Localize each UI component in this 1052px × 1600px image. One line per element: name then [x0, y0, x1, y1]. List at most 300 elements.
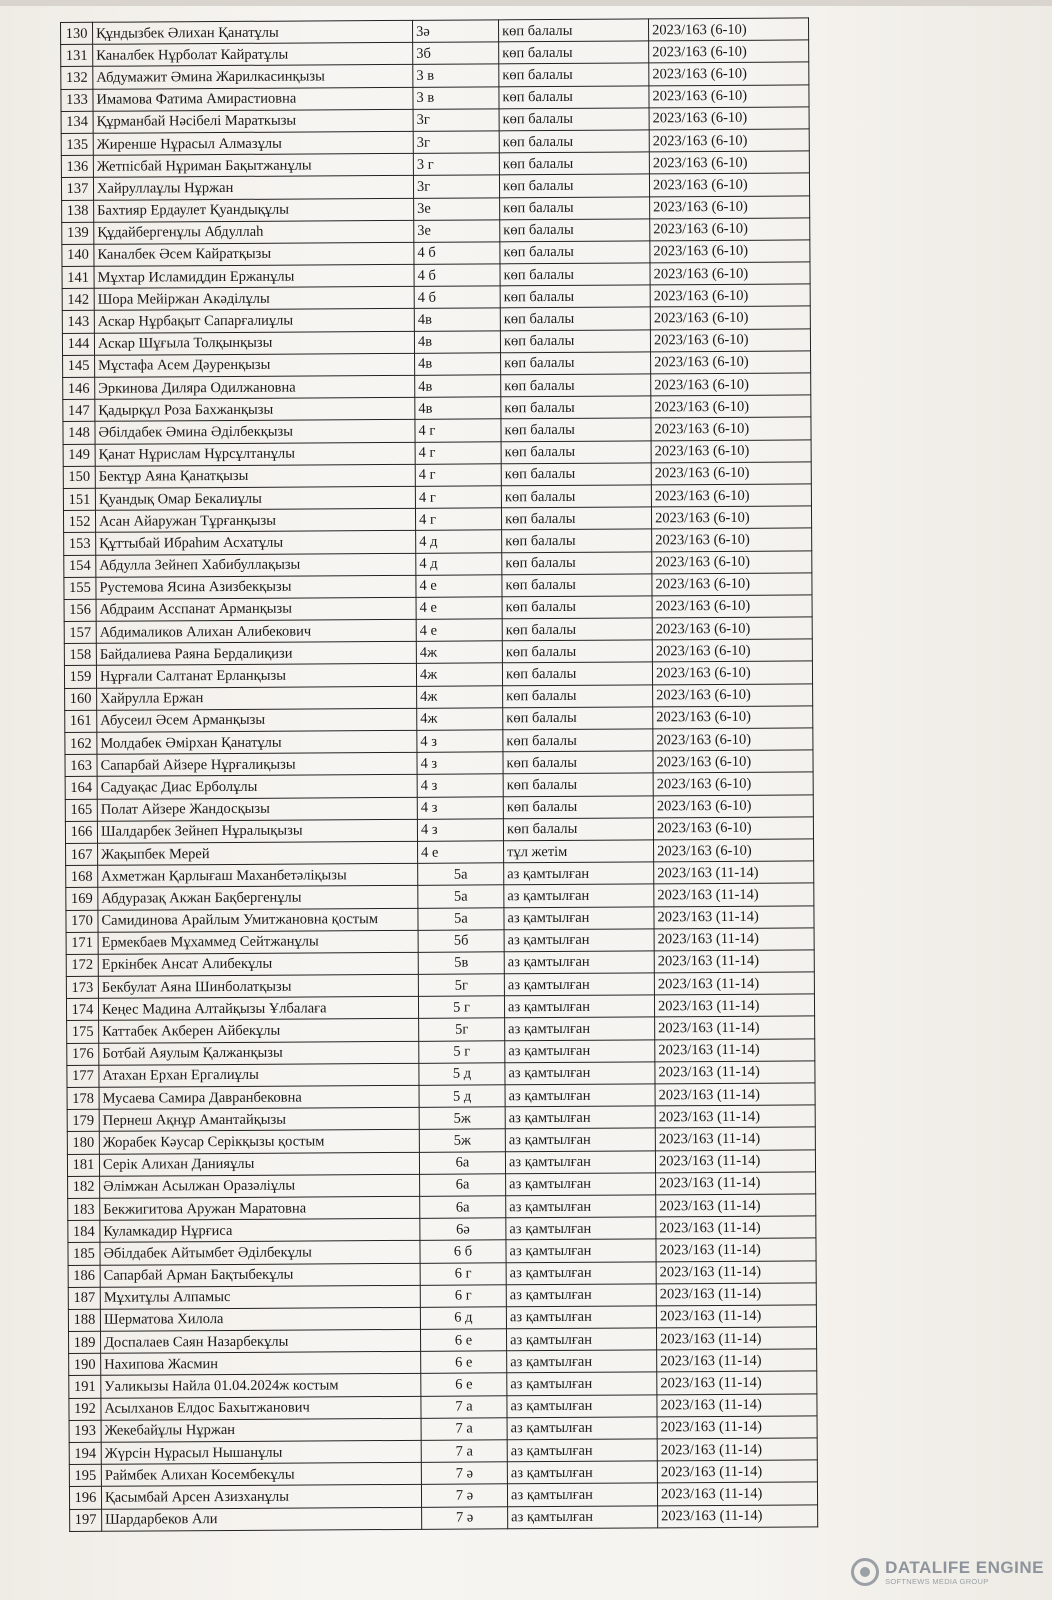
row-number: 160 — [65, 688, 97, 710]
row-number: 135 — [61, 133, 93, 155]
category-cell: аз қамтылған — [507, 1372, 657, 1395]
order-cell: 2023/163 (6-10) — [650, 284, 810, 307]
order-cell: 2023/163 (6-10) — [652, 550, 812, 573]
order-cell: 2023/163 (6-10) — [653, 794, 813, 817]
order-cell: 2023/163 (6-10) — [653, 817, 813, 840]
category-cell: көп балалы — [500, 307, 650, 330]
category-cell: көп балалы — [499, 63, 649, 86]
class-cell: 4 з — [417, 819, 503, 842]
student-name: Құттыбай Ибраһим Асхатұлы — [96, 531, 416, 555]
category-cell: көп балалы — [501, 463, 651, 486]
student-name: Нұрғали Салтанат Ерланқызы — [96, 664, 416, 688]
student-name: Серік Алихан Данияұлы — [99, 1152, 419, 1176]
class-cell: 4 з — [417, 730, 503, 753]
student-name: Байдалиева Раяна Бердалиқизи — [96, 642, 416, 666]
order-cell: 2023/163 (6-10) — [649, 129, 809, 152]
student-name: Раймбек Алихан Косембекұлы — [101, 1463, 421, 1487]
class-cell: 6 е — [420, 1329, 506, 1352]
class-cell: 5в — [418, 952, 504, 975]
category-cell: көп балалы — [500, 330, 650, 353]
order-cell: 2023/163 (6-10) — [653, 728, 813, 751]
class-cell: 4ж — [416, 663, 502, 686]
class-cell: 6 б — [420, 1240, 506, 1263]
order-cell: 2023/163 (6-10) — [650, 240, 810, 263]
order-cell: 2023/163 (6-10) — [650, 195, 810, 218]
class-cell: 4в — [414, 330, 500, 353]
row-number: 186 — [68, 1265, 100, 1287]
student-name: Мұстафа Асем Дәуренқызы — [95, 353, 415, 377]
student-name: Мұхитұлы Алпамыс — [100, 1285, 420, 1309]
class-cell: 4 г — [415, 441, 501, 464]
row-number: 146 — [63, 377, 95, 399]
class-cell: 5а — [418, 863, 504, 886]
student-name: Абдраим Асспанат Арманқызы — [96, 597, 416, 621]
row-number: 168 — [66, 865, 98, 887]
row-number: 149 — [63, 444, 95, 466]
row-number: 157 — [64, 621, 96, 643]
class-cell: 4в — [415, 353, 501, 376]
category-cell: көп балалы — [500, 241, 650, 264]
category-cell: көп балалы — [499, 85, 649, 108]
order-cell: 2023/163 (11-14) — [656, 1260, 816, 1283]
student-name: Аскар Шұғыла Толқынқызы — [94, 331, 414, 355]
class-cell: 4 б — [414, 242, 500, 265]
order-cell: 2023/163 (6-10) — [649, 62, 809, 85]
student-roster-table — [60, 17, 818, 1531]
category-cell: аз қамтылған — [507, 1461, 657, 1484]
student-name: Бахтияр Ердаулет Қуандықұлы — [94, 198, 414, 222]
class-cell: 6 е — [421, 1351, 507, 1374]
row-number: 165 — [65, 799, 97, 821]
order-cell: 2023/163 (11-14) — [657, 1394, 817, 1417]
class-cell: 5 д — [419, 1085, 505, 1108]
row-number: 153 — [64, 533, 96, 555]
order-cell: 2023/163 (11-14) — [654, 950, 814, 973]
category-cell: көп балалы — [501, 507, 651, 530]
order-cell: 2023/163 (11-14) — [657, 1482, 817, 1505]
student-name: Бекжигитова Аружан Маратовна — [100, 1196, 420, 1220]
order-cell: 2023/163 (11-14) — [657, 1349, 817, 1372]
order-cell: 2023/163 (6-10) — [650, 218, 810, 241]
class-cell: 4 з — [417, 774, 503, 797]
category-cell: аз қамтылған — [504, 929, 654, 952]
order-cell: 2023/163 (11-14) — [656, 1327, 816, 1350]
class-cell: 4 е — [416, 574, 502, 597]
order-cell: 2023/163 (6-10) — [652, 639, 812, 662]
category-cell: аз қамтылған — [506, 1217, 656, 1240]
category-cell: аз қамтылған — [506, 1328, 656, 1351]
order-cell: 2023/163 (11-14) — [654, 994, 814, 1017]
row-number: 182 — [68, 1176, 100, 1198]
order-cell: 2023/163 (11-14) — [655, 1127, 815, 1150]
class-cell: 3 г — [413, 153, 499, 176]
row-number: 196 — [69, 1487, 101, 1509]
student-name: Атахан Ерхан Ергалиұлы — [99, 1063, 419, 1087]
row-number: 179 — [67, 1109, 99, 1131]
category-cell: көп балалы — [500, 219, 650, 242]
row-number: 178 — [67, 1087, 99, 1109]
category-cell: көп балалы — [501, 418, 651, 441]
student-name: Кеңес Мадина Алтайқызы Ұлбалаға — [98, 997, 418, 1021]
watermark-text — [885, 1559, 1044, 1586]
order-cell: 2023/163 (11-14) — [654, 928, 814, 951]
order-cell: 2023/163 (6-10) — [649, 173, 809, 196]
order-cell: 2023/163 (6-10) — [651, 484, 811, 507]
class-cell: 4 д — [416, 530, 502, 553]
order-cell: 2023/163 (6-10) — [649, 151, 809, 174]
order-cell: 2023/163 (6-10) — [651, 351, 811, 374]
class-cell: 7 а — [421, 1395, 507, 1418]
class-cell: 4 б — [414, 286, 500, 309]
category-cell: аз қамтылған — [504, 884, 654, 907]
category-cell: көп балалы — [499, 108, 649, 131]
category-cell: көп балалы — [501, 352, 651, 375]
row-number: 174 — [66, 999, 98, 1021]
student-name: Жорабек Кәусар Серікқызы қостым — [99, 1130, 419, 1154]
row-number: 161 — [65, 710, 97, 732]
student-name: Каттабек Акберен Айбекұлы — [99, 1019, 419, 1043]
order-cell: 2023/163 (11-14) — [656, 1194, 816, 1217]
row-number: 194 — [69, 1442, 101, 1464]
class-cell: 7 ә — [421, 1462, 507, 1485]
order-cell: 2023/163 (6-10) — [652, 617, 812, 640]
row-number: 150 — [63, 466, 95, 488]
student-name: Сапарбай Айзере Нұрғалиқызы — [97, 753, 417, 777]
order-cell: 2023/163 (6-10) — [651, 373, 811, 396]
class-cell: 7 ә — [421, 1484, 507, 1507]
student-name: Әбілдабек Әмина Әділбекқызы — [95, 420, 415, 444]
row-number: 144 — [62, 333, 94, 355]
order-cell: 2023/163 (6-10) — [649, 84, 809, 107]
category-cell: аз қамтылған — [504, 995, 654, 1018]
order-cell: 2023/163 (11-14) — [656, 1216, 816, 1239]
category-cell: аз қамтылған — [505, 1106, 655, 1129]
student-name: Полат Айзере Жандосқызы — [97, 797, 417, 821]
student-name: Жетпісбай Нұриман Бақытжанұлы — [93, 153, 413, 177]
datalife-logo-icon — [851, 1558, 879, 1586]
category-cell: көп балалы — [502, 574, 652, 597]
watermark-main: DATALIFE ENGINE — [885, 1557, 1044, 1577]
class-cell: 6ә — [420, 1218, 506, 1241]
row-number: 176 — [67, 1043, 99, 1065]
category-cell: аз қамтылған — [507, 1417, 657, 1440]
class-cell: 3г — [413, 109, 499, 132]
student-name: Әбілдабек Айтымбет Әділбекұлы — [100, 1241, 420, 1265]
category-cell: көп балалы — [499, 174, 649, 197]
student-name: Хайруллаұлы Нұржан — [93, 176, 413, 200]
row-number: 173 — [66, 976, 98, 998]
class-cell: 4ж — [417, 708, 503, 731]
order-cell: 2023/163 (11-14) — [658, 1504, 818, 1527]
category-cell: аз қамтылған — [505, 1040, 655, 1063]
row-number: 192 — [69, 1398, 101, 1420]
order-cell: 2023/163 (6-10) — [651, 439, 811, 462]
order-cell: 2023/163 (6-10) — [650, 329, 810, 352]
table-row — [70, 1504, 818, 1531]
student-name: Жиренше Нұрасыл Алмазұлы — [93, 131, 413, 155]
category-cell: аз қамтылған — [508, 1505, 658, 1528]
student-name: Жүрсін Нұрасыл Нышанұлы — [101, 1440, 421, 1464]
student-name: Қасымбай Арсен Азизханұлы — [101, 1485, 421, 1509]
student-name: Құдайбергенұлы Абдуллаһ — [94, 220, 414, 244]
class-cell: 7 а — [421, 1440, 507, 1463]
watermark — [851, 1558, 1044, 1586]
row-number: 187 — [68, 1287, 100, 1309]
class-cell: 5г — [419, 1018, 505, 1041]
row-number: 147 — [63, 399, 95, 421]
page-top-edge — [0, 0, 1052, 6]
student-name: Құрманбай Нәсібелі Мараткызы — [93, 109, 413, 133]
student-name: Пернеш Ақнұр Амантайқызы — [99, 1108, 419, 1132]
row-number: 145 — [63, 355, 95, 377]
order-cell: 2023/163 (11-14) — [656, 1172, 816, 1195]
class-cell: 5г — [418, 974, 504, 997]
order-cell: 2023/163 (11-14) — [654, 972, 814, 995]
student-name: Нахипова Жасмин — [101, 1352, 421, 1376]
order-cell: 2023/163 (11-14) — [654, 883, 814, 906]
class-cell: 6 д — [420, 1307, 506, 1330]
class-cell: 3 в — [413, 64, 499, 87]
row-number: 191 — [69, 1376, 101, 1398]
row-number: 158 — [64, 644, 96, 666]
class-cell: 3е — [414, 197, 500, 220]
row-number: 138 — [62, 200, 94, 222]
student-name: Молдабек Әмірхан Қанатұлы — [97, 730, 417, 754]
category-cell: көп балалы — [503, 707, 653, 730]
row-number: 142 — [62, 289, 94, 311]
order-cell: 2023/163 (6-10) — [650, 306, 810, 329]
row-number: 185 — [68, 1243, 100, 1265]
row-number: 195 — [69, 1464, 101, 1486]
student-name: Шардарбеков Али — [102, 1507, 422, 1531]
category-cell: аз қамтылған — [505, 1128, 655, 1151]
row-number: 172 — [66, 954, 98, 976]
category-cell: көп балалы — [501, 440, 651, 463]
row-number: 190 — [69, 1354, 101, 1376]
row-number: 184 — [68, 1220, 100, 1242]
student-name: Абусеил Әсем Арманқызы — [97, 708, 417, 732]
student-name: Каналбек Нұрболат Кайратұлы — [93, 43, 413, 67]
row-number: 139 — [62, 222, 94, 244]
order-cell: 2023/163 (6-10) — [652, 661, 812, 684]
category-cell: аз қамтылған — [507, 1350, 657, 1373]
student-name: Қадырқұл Роза Бахжанқызы — [95, 398, 415, 422]
order-cell: 2023/163 (6-10) — [652, 595, 812, 618]
order-cell: 2023/163 (6-10) — [650, 262, 810, 285]
order-cell: 2023/163 (11-14) — [657, 1416, 817, 1439]
student-name: Садуақас Диас Ерболұлы — [97, 775, 417, 799]
order-cell: 2023/163 (6-10) — [651, 417, 811, 440]
student-name: Эркинова Диляра Одилжановна — [95, 375, 415, 399]
class-cell: 4 е — [418, 841, 504, 864]
student-name: Мусаева Самира Давранбековна — [99, 1085, 419, 1109]
category-cell: көп балалы — [500, 263, 650, 286]
order-cell: 2023/163 (6-10) — [654, 839, 814, 862]
row-number: 133 — [61, 89, 93, 111]
row-number: 167 — [66, 843, 98, 865]
class-cell: 5б — [418, 929, 504, 952]
row-number: 162 — [65, 732, 97, 754]
student-name: Қанат Нұрислам Нұрсұлтанұлы — [95, 442, 415, 466]
row-number: 131 — [61, 44, 93, 66]
class-cell: 5 д — [419, 1063, 505, 1086]
category-cell: көп балалы — [502, 596, 652, 619]
category-cell: аз қамтылған — [504, 906, 654, 929]
row-number: 183 — [68, 1198, 100, 1220]
category-cell: көп балалы — [499, 41, 649, 64]
order-cell: 2023/163 (11-14) — [657, 1438, 817, 1461]
order-cell: 2023/163 (6-10) — [653, 750, 813, 773]
class-cell: 5а — [418, 885, 504, 908]
class-cell: 4 г — [415, 464, 501, 487]
category-cell: көп балалы — [498, 19, 648, 42]
row-number: 197 — [70, 1509, 102, 1531]
category-cell: көп балалы — [502, 640, 652, 663]
category-cell: көп балалы — [500, 196, 650, 219]
category-cell: көп балалы — [503, 751, 653, 774]
order-cell: 2023/163 (6-10) — [648, 18, 808, 41]
order-cell: 2023/163 (11-14) — [655, 1149, 815, 1172]
category-cell: аз қамтылған — [506, 1261, 656, 1284]
class-cell: 4 е — [416, 619, 502, 642]
class-cell: 4 з — [417, 796, 503, 819]
category-cell: көп балалы — [503, 795, 653, 818]
order-cell: 2023/163 (6-10) — [649, 107, 809, 130]
student-name: Сапарбай Арман Бақтыбекұлы — [100, 1263, 420, 1287]
row-number: 175 — [67, 1021, 99, 1043]
student-name: Аскар Нұрбақыт Сапарғалиұлы — [94, 309, 414, 333]
category-cell: аз қамтылған — [505, 1084, 655, 1107]
category-cell: аз қамтылған — [507, 1395, 657, 1418]
roster-body — [61, 18, 818, 1531]
row-number: 189 — [68, 1331, 100, 1353]
row-number: 148 — [63, 422, 95, 444]
class-cell: 4 г — [415, 419, 501, 442]
row-number: 180 — [67, 1132, 99, 1154]
row-number: 171 — [66, 932, 98, 954]
row-number: 143 — [62, 311, 94, 333]
category-cell: аз қамтылған — [504, 951, 654, 974]
student-name: Рустемова Ясина Азизбекқызы — [96, 575, 416, 599]
class-cell: 4 з — [417, 752, 503, 775]
category-cell: көп балалы — [499, 130, 649, 153]
category-cell: көп балалы — [502, 662, 652, 685]
student-name: Әлімжан Асылжан Оразәліұлы — [100, 1174, 420, 1198]
category-cell: аз қамтылған — [507, 1483, 657, 1506]
student-name: Еркінбек Ансат Алибекұлы — [98, 952, 418, 976]
order-cell: 2023/163 (11-14) — [655, 1083, 815, 1106]
class-cell: 4 д — [416, 552, 502, 575]
category-cell: көп балалы — [502, 529, 652, 552]
row-number: 155 — [64, 577, 96, 599]
student-name: Абдулла Зейнеп Хабибуллақызы — [96, 553, 416, 577]
row-number: 130 — [61, 22, 93, 44]
order-cell: 2023/163 (6-10) — [653, 772, 813, 795]
class-cell: 6 г — [420, 1284, 506, 1307]
row-number: 132 — [61, 67, 93, 89]
row-number: 152 — [63, 510, 95, 532]
class-cell: 4 б — [414, 264, 500, 287]
watermark-sub: SOFTNEWS MEDIA GROUP — [885, 1576, 989, 1586]
student-name: Ермекбаев Мұхаммед Сейтжанұлы — [98, 930, 418, 954]
class-cell: 3г — [413, 175, 499, 198]
class-cell: 3г — [413, 131, 499, 154]
class-cell: 5 г — [418, 996, 504, 1019]
order-cell: 2023/163 (6-10) — [652, 528, 812, 551]
category-cell: тұл жетім — [504, 840, 654, 863]
order-cell: 2023/163 (6-10) — [653, 684, 813, 707]
row-number: 193 — [69, 1420, 101, 1442]
class-cell: 5 г — [419, 1040, 505, 1063]
row-number: 134 — [61, 111, 93, 133]
category-cell: аз қамтылған — [506, 1195, 656, 1218]
class-cell: 5а — [418, 907, 504, 930]
order-cell: 2023/163 (11-14) — [655, 1105, 815, 1128]
order-cell: 2023/163 (11-14) — [654, 861, 814, 884]
category-cell: көп балалы — [503, 773, 653, 796]
class-cell: 6 е — [421, 1373, 507, 1396]
student-name: Ахметжан Қарлығаш Маханбетәліқызы — [98, 863, 418, 887]
student-name: Асан Айаружан Тұрғанқызы — [95, 508, 415, 532]
class-cell: 4в — [414, 308, 500, 331]
row-number: 156 — [64, 599, 96, 621]
student-name: Имамова Фатима Амирастиовна — [93, 87, 413, 111]
order-cell: 2023/163 (6-10) — [652, 573, 812, 596]
order-cell: 2023/163 (11-14) — [656, 1305, 816, 1328]
student-name: Абдумажит Әмина Жарилкасинқызы — [93, 65, 413, 89]
class-cell: 5ж — [419, 1129, 505, 1152]
row-number: 170 — [66, 910, 98, 932]
category-cell: көп балалы — [499, 152, 649, 175]
row-number: 181 — [67, 1154, 99, 1176]
row-number: 141 — [62, 266, 94, 288]
category-cell: аз қамтылған — [504, 973, 654, 996]
row-number: 166 — [65, 821, 97, 843]
category-cell: аз қамтылған — [506, 1306, 656, 1329]
order-cell: 2023/163 (11-14) — [657, 1460, 817, 1483]
class-cell: 4 г — [415, 486, 501, 509]
student-name: Куламкадир Нұрғиса — [100, 1218, 420, 1242]
category-cell: аз қамтылған — [506, 1284, 656, 1307]
category-cell: аз қамтылған — [505, 1150, 655, 1173]
class-cell: 3е — [414, 220, 500, 243]
order-cell: 2023/163 (6-10) — [651, 506, 811, 529]
row-number: 151 — [63, 488, 95, 510]
category-cell: көп балалы — [501, 374, 651, 397]
class-cell: 4в — [415, 375, 501, 398]
order-cell: 2023/163 (6-10) — [649, 40, 809, 63]
category-cell: көп балалы — [502, 551, 652, 574]
order-cell: 2023/163 (11-14) — [656, 1238, 816, 1261]
class-cell: 3 в — [413, 86, 499, 109]
row-number: 169 — [66, 888, 98, 910]
class-cell: 6а — [420, 1196, 506, 1219]
class-cell: 4ж — [417, 685, 503, 708]
category-cell: аз қамтылған — [507, 1439, 657, 1462]
class-cell: 5ж — [419, 1107, 505, 1130]
order-cell: 2023/163 (11-14) — [655, 1039, 815, 1062]
student-name: Жақыпбек Мерей — [98, 841, 418, 865]
row-number: 136 — [61, 155, 93, 177]
row-number: 159 — [64, 666, 96, 688]
category-cell: аз қамтылған — [504, 862, 654, 885]
student-name: Доспалаев Саян Назарбекұлы — [100, 1329, 420, 1353]
order-cell: 2023/163 (6-10) — [651, 462, 811, 485]
class-cell: 3б — [413, 42, 499, 65]
student-name: Каналбек Әсем Кайратқызы — [94, 242, 414, 266]
order-cell: 2023/163 (11-14) — [655, 1061, 815, 1084]
category-cell: көп балалы — [501, 396, 651, 419]
